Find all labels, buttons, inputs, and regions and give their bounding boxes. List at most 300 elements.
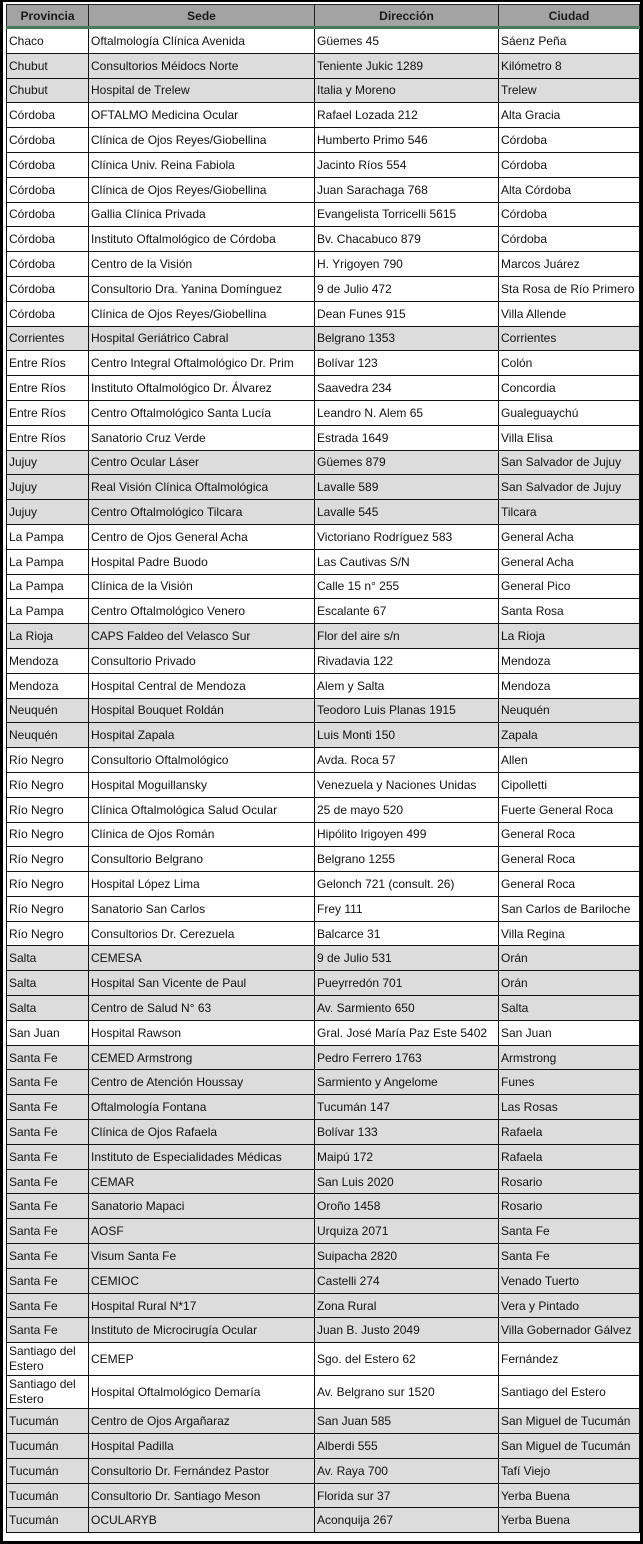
cell-direccion: Maipú 172 — [315, 1144, 499, 1169]
table-row — [7, 549, 640, 574]
table-row — [7, 1219, 640, 1244]
table-row — [7, 896, 640, 921]
cell-ciudad: Rosario — [499, 1194, 640, 1219]
cell-provincia: Salta — [7, 946, 89, 971]
cell-sede: Hospital San Vicente de Paul — [89, 971, 315, 996]
cell-provincia: La Pampa — [7, 524, 89, 549]
cell-direccion: Bolívar 133 — [315, 1120, 499, 1145]
cell-provincia: Santa Fe — [7, 1169, 89, 1194]
cell-provincia: Santa Fe — [7, 1095, 89, 1120]
table-row — [7, 872, 640, 897]
table-row — [7, 574, 640, 599]
cell-sede: Clínica de Ojos Reyes/Giobellina — [89, 301, 315, 326]
table-row — [7, 450, 640, 475]
cell-ciudad: Santa Fe — [499, 1244, 640, 1269]
table-row — [7, 301, 640, 326]
cell-sede: Gallia Clínica Privada — [89, 202, 315, 227]
cell-provincia: Córdoba — [7, 177, 89, 202]
cell-sede: Consultorio Privado — [89, 648, 315, 673]
cell-direccion: 9 de Julio 531 — [315, 946, 499, 971]
cell-ciudad: General Acha — [499, 524, 640, 549]
cell-ciudad: Orán — [499, 971, 640, 996]
table-row — [7, 400, 640, 425]
cell-provincia: Entre Ríos — [7, 425, 89, 450]
cell-ciudad: San Miguel de Tucumán — [499, 1409, 640, 1434]
cell-ciudad: Yerba Buena — [499, 1508, 640, 1533]
cell-sede: Clínica de Ojos Román — [89, 822, 315, 847]
cell-direccion: Venezuela y Naciones Unidas — [315, 772, 499, 797]
cell-ciudad: Marcos Juárez — [499, 252, 640, 277]
cell-ciudad: Salta — [499, 996, 640, 1021]
cell-ciudad: Mendoza — [499, 648, 640, 673]
cell-provincia: Santa Fe — [7, 1318, 89, 1343]
cell-sede: CEMEP — [89, 1343, 315, 1376]
column-header-provincia: Provincia — [7, 5, 89, 28]
cell-provincia: Córdoba — [7, 252, 89, 277]
cell-provincia: Santiago del Estero — [7, 1343, 89, 1376]
cell-provincia: Santa Fe — [7, 1219, 89, 1244]
cell-sede: CEMIOC — [89, 1268, 315, 1293]
cell-ciudad: Gualeguaychú — [499, 400, 640, 425]
table-row — [7, 202, 640, 227]
cell-ciudad: Córdoba — [499, 227, 640, 252]
table-row — [7, 1144, 640, 1169]
cell-provincia: Córdoba — [7, 202, 89, 227]
cell-ciudad: Vera y Pintado — [499, 1293, 640, 1318]
table-row — [7, 723, 640, 748]
cell-provincia: Santa Fe — [7, 1070, 89, 1095]
cell-sede: CEMED Armstrong — [89, 1045, 315, 1070]
cell-direccion: 9 de Julio 472 — [315, 276, 499, 301]
cell-provincia: Santa Fe — [7, 1268, 89, 1293]
cell-ciudad: General Roca — [499, 822, 640, 847]
cell-provincia: Santa Fe — [7, 1120, 89, 1145]
cell-ciudad: Neuquén — [499, 698, 640, 723]
cell-direccion: Rivadavia 122 — [315, 648, 499, 673]
cell-direccion: Bv. Chacabuco 879 — [315, 227, 499, 252]
cell-provincia: Río Negro — [7, 872, 89, 897]
table-row — [7, 648, 640, 673]
cell-provincia: Córdoba — [7, 103, 89, 128]
cell-sede: AOSF — [89, 1219, 315, 1244]
cell-ciudad: Rosario — [499, 1169, 640, 1194]
cell-ciudad: Yerba Buena — [499, 1483, 640, 1508]
cell-ciudad: Zapala — [499, 723, 640, 748]
cell-sede: Hospital Moguillansky — [89, 772, 315, 797]
cell-sede: Instituto de Especialidades Médicas — [89, 1144, 315, 1169]
cell-ciudad: Colón — [499, 351, 640, 376]
cell-provincia: Tucumán — [7, 1409, 89, 1434]
cell-sede: OCULARYB — [89, 1508, 315, 1533]
cell-sede: Consultorio Dr. Fernández Pastor — [89, 1458, 315, 1483]
cell-sede: CAPS Faldeo del Velasco Sur — [89, 624, 315, 649]
cell-sede: Centro Oftalmológico Venero — [89, 599, 315, 624]
cell-sede: Instituto Oftalmológico Dr. Álvarez — [89, 376, 315, 401]
cell-provincia: Salta — [7, 996, 89, 1021]
cell-direccion: Oroño 1458 — [315, 1194, 499, 1219]
cell-sede: Sanatorio San Carlos — [89, 896, 315, 921]
cell-ciudad: Córdoba — [499, 202, 640, 227]
cell-provincia: Neuquén — [7, 698, 89, 723]
table-row — [7, 971, 640, 996]
cell-provincia: Córdoba — [7, 152, 89, 177]
cell-ciudad: General Roca — [499, 872, 640, 897]
cell-direccion: H. Yrigoyen 790 — [315, 252, 499, 277]
cell-provincia: San Juan — [7, 1020, 89, 1045]
cell-direccion: Urquiza 2071 — [315, 1219, 499, 1244]
cell-provincia: La Pampa — [7, 549, 89, 574]
table-row — [7, 1293, 640, 1318]
table-row — [7, 475, 640, 500]
table-row — [7, 1169, 640, 1194]
cell-ciudad: Tilcara — [499, 500, 640, 525]
table-row — [7, 847, 640, 872]
table-row — [7, 276, 640, 301]
cell-direccion: Rafael Lozada 212 — [315, 103, 499, 128]
cell-ciudad: Santiago del Estero — [499, 1376, 640, 1409]
cell-direccion: Pedro Ferrero 1763 — [315, 1045, 499, 1070]
cell-ciudad: Corrientes — [499, 326, 640, 351]
table-row — [7, 599, 640, 624]
cell-ciudad: Tafí Viejo — [499, 1458, 640, 1483]
cell-sede: Clínica de Ojos Reyes/Giobellina — [89, 177, 315, 202]
column-header-ciudad: Ciudad — [499, 5, 640, 28]
cell-ciudad: Alta Córdoba — [499, 177, 640, 202]
cell-direccion: Av. Belgrano sur 1520 — [315, 1376, 499, 1409]
cell-sede: Instituto de Microcirugía Ocular — [89, 1318, 315, 1343]
cell-sede: Consultorio Dr. Santiago Meson — [89, 1483, 315, 1508]
cell-sede: Hospital Zapala — [89, 723, 315, 748]
table-row — [7, 1070, 640, 1095]
cell-sede: Oftalmología Clínica Avenida — [89, 28, 315, 54]
cell-direccion: Hipólito Irigoyen 499 — [315, 822, 499, 847]
cell-direccion: Alem y Salta — [315, 673, 499, 698]
cell-sede: CEMESA — [89, 946, 315, 971]
cell-ciudad: Las Rosas — [499, 1095, 640, 1120]
cell-provincia: Córdoba — [7, 276, 89, 301]
cell-provincia: Santiago del Estero — [7, 1376, 89, 1409]
cell-direccion: Dean Funes 915 — [315, 301, 499, 326]
cell-provincia: Río Negro — [7, 797, 89, 822]
table-row — [7, 624, 640, 649]
cell-direccion: Bolívar 123 — [315, 351, 499, 376]
cell-provincia: Entre Ríos — [7, 376, 89, 401]
cell-ciudad: San Carlos de Bariloche — [499, 896, 640, 921]
cell-sede: Oftalmología Fontana — [89, 1095, 315, 1120]
table-row — [7, 1045, 640, 1070]
cell-ciudad: Trelew — [499, 78, 640, 103]
cell-sede: Hospital Oftalmológico Demaría — [89, 1376, 315, 1409]
cell-direccion: Pueyrredón 701 — [315, 971, 499, 996]
cell-provincia: Santa Fe — [7, 1293, 89, 1318]
cell-direccion: Gral. José María Paz Este 5402 — [315, 1020, 499, 1045]
cell-sede: Centro de Ojos General Acha — [89, 524, 315, 549]
cell-sede: Consultorio Belgrano — [89, 847, 315, 872]
cell-direccion: Juan B. Justo 2049 — [315, 1318, 499, 1343]
cell-ciudad: General Acha — [499, 549, 640, 574]
cell-ciudad: Villa Gobernador Gálvez — [499, 1318, 640, 1343]
table-row — [7, 1508, 640, 1533]
cell-direccion: Juan Sarachaga 768 — [315, 177, 499, 202]
table-row — [7, 28, 640, 54]
cell-sede: Consultorios Dr. Cerezuela — [89, 921, 315, 946]
cell-direccion: Gelonch 721 (consult. 26) — [315, 872, 499, 897]
cell-ciudad: Concordia — [499, 376, 640, 401]
table-row — [7, 1434, 640, 1459]
cell-sede: Consultorios Méidocs Norte — [89, 53, 315, 78]
cell-sede: Centro de la Visión — [89, 252, 315, 277]
table-row — [7, 78, 640, 103]
cell-ciudad: Villa Regina — [499, 921, 640, 946]
cell-direccion: Belgrano 1353 — [315, 326, 499, 351]
cell-direccion: Victoriano Rodríguez 583 — [315, 524, 499, 549]
cell-ciudad: General Pico — [499, 574, 640, 599]
cell-direccion: Lavalle 589 — [315, 475, 499, 500]
cell-sede: Hospital Padre Buodo — [89, 549, 315, 574]
cell-provincia: Neuquén — [7, 723, 89, 748]
cell-direccion: Florida sur 37 — [315, 1483, 499, 1508]
cell-sede: Clínica de Ojos Rafaela — [89, 1120, 315, 1145]
table-row — [7, 1268, 640, 1293]
table-row — [7, 103, 640, 128]
cell-direccion: Teodoro Luis Planas 1915 — [315, 698, 499, 723]
cell-provincia: Chaco — [7, 28, 89, 54]
cell-sede: Centro de Salud N° 63 — [89, 996, 315, 1021]
cell-provincia: Entre Ríos — [7, 400, 89, 425]
cell-sede: Hospital Rawson — [89, 1020, 315, 1045]
cell-provincia: Jujuy — [7, 500, 89, 525]
cell-sede: Clínica Oftalmológica Salud Ocular — [89, 797, 315, 822]
cell-sede: Hospital de Trelew — [89, 78, 315, 103]
cell-ciudad: San Salvador de Jujuy — [499, 450, 640, 475]
table-row — [7, 996, 640, 1021]
cell-provincia: Salta — [7, 971, 89, 996]
cell-sede: Centro Ocular Láser — [89, 450, 315, 475]
cell-sede: Centro de Atención Houssay — [89, 1070, 315, 1095]
column-header-direccion: Dirección — [315, 5, 499, 28]
column-header-sede: Sede — [89, 5, 315, 28]
cell-direccion: Calle 15 n° 255 — [315, 574, 499, 599]
cell-provincia: Córdoba — [7, 227, 89, 252]
cell-direccion: Tucumán 147 — [315, 1095, 499, 1120]
cell-ciudad: Córdoba — [499, 152, 640, 177]
cell-provincia: La Pampa — [7, 574, 89, 599]
cell-sede: Consultorio Oftalmológico — [89, 748, 315, 773]
cell-ciudad: Armstrong — [499, 1045, 640, 1070]
cell-sede: Consultorio Dra. Yanina Domínguez — [89, 276, 315, 301]
table-row — [7, 1194, 640, 1219]
cell-ciudad: Kilómetro 8 — [499, 53, 640, 78]
table-row — [7, 376, 640, 401]
cell-ciudad: San Miguel de Tucumán — [499, 1434, 640, 1459]
table-row — [7, 1318, 640, 1343]
table-row — [7, 1120, 640, 1145]
cell-direccion: Av. Raya 700 — [315, 1458, 499, 1483]
cell-direccion: Jacinto Ríos 554 — [315, 152, 499, 177]
cell-provincia: Chubut — [7, 53, 89, 78]
cell-provincia: Río Negro — [7, 822, 89, 847]
cell-ciudad: Córdoba — [499, 128, 640, 153]
cell-ciudad: Mendoza — [499, 673, 640, 698]
cell-provincia: Tucumán — [7, 1434, 89, 1459]
cell-provincia: Río Negro — [7, 896, 89, 921]
cell-provincia: Jujuy — [7, 450, 89, 475]
cell-direccion: Teniente Jukic 1289 — [315, 53, 499, 78]
cell-direccion: Leandro N. Alem 65 — [315, 400, 499, 425]
cell-provincia: Santa Fe — [7, 1244, 89, 1269]
cell-sede: Hospital López Lima — [89, 872, 315, 897]
cell-direccion: San Juan 585 — [315, 1409, 499, 1434]
cell-provincia: La Rioja — [7, 624, 89, 649]
cell-sede: Sanatorio Mapaci — [89, 1194, 315, 1219]
cell-sede: Hospital Bouquet Roldán — [89, 698, 315, 723]
cell-direccion: San Luis 2020 — [315, 1169, 499, 1194]
cell-direccion: Suipacha 2820 — [315, 1244, 499, 1269]
cell-provincia: Tucumán — [7, 1483, 89, 1508]
table-row — [7, 673, 640, 698]
cell-provincia: Río Negro — [7, 921, 89, 946]
cell-provincia: Córdoba — [7, 128, 89, 153]
clinics-table — [6, 4, 640, 1533]
cell-provincia: Santa Fe — [7, 1045, 89, 1070]
table-row — [7, 524, 640, 549]
cell-ciudad: San Salvador de Jujuy — [499, 475, 640, 500]
cell-provincia: Río Negro — [7, 748, 89, 773]
cell-direccion: Balcarce 31 — [315, 921, 499, 946]
table-body — [7, 28, 640, 1533]
table-row — [7, 1095, 640, 1120]
cell-ciudad: Cipolletti — [499, 772, 640, 797]
cell-ciudad: Fernández — [499, 1343, 640, 1376]
table-row — [7, 946, 640, 971]
table-row — [7, 425, 640, 450]
cell-ciudad: Fuerte General Roca — [499, 797, 640, 822]
cell-sede: Hospital Central de Mendoza — [89, 673, 315, 698]
cell-direccion: Güemes 45 — [315, 28, 499, 54]
cell-ciudad: Funes — [499, 1070, 640, 1095]
table-row — [7, 152, 640, 177]
table-row — [7, 128, 640, 153]
cell-sede: CEMAR — [89, 1169, 315, 1194]
cell-ciudad: Sta Rosa de Río Primero — [499, 276, 640, 301]
table-row — [7, 53, 640, 78]
cell-direccion: Humberto Primo 546 — [315, 128, 499, 153]
cell-ciudad: Allen — [499, 748, 640, 773]
table-row — [7, 822, 640, 847]
cell-ciudad: Sáenz Peña — [499, 28, 640, 54]
cell-provincia: Entre Ríos — [7, 351, 89, 376]
cell-ciudad: Santa Rosa — [499, 599, 640, 624]
cell-sede: Centro de Ojos Argañaraz — [89, 1409, 315, 1434]
cell-direccion: Evangelista Torricelli 5615 — [315, 202, 499, 227]
cell-direccion: 25 de mayo 520 — [315, 797, 499, 822]
cell-ciudad: San Juan — [499, 1020, 640, 1045]
cell-direccion: Güemes 879 — [315, 450, 499, 475]
cell-provincia: La Pampa — [7, 599, 89, 624]
cell-direccion: Aconquija 267 — [315, 1508, 499, 1533]
cell-sede: Centro Oftalmológico Tilcara — [89, 500, 315, 525]
cell-ciudad: La Rioja — [499, 624, 640, 649]
cell-provincia: Tucumán — [7, 1508, 89, 1533]
cell-direccion: Castelli 274 — [315, 1268, 499, 1293]
table-row — [7, 1244, 640, 1269]
cell-ciudad: Rafaela — [499, 1144, 640, 1169]
table-row — [7, 1376, 640, 1409]
cell-provincia: Río Negro — [7, 772, 89, 797]
cell-direccion: Las Cautivas S/N — [315, 549, 499, 574]
cell-sede: Hospital Geriátrico Cabral — [89, 326, 315, 351]
cell-sede: Hospital Rural N*17 — [89, 1293, 315, 1318]
table-header-row — [7, 5, 640, 28]
cell-direccion: Saavedra 234 — [315, 376, 499, 401]
table-row — [7, 252, 640, 277]
cell-provincia: Mendoza — [7, 648, 89, 673]
table-row — [7, 326, 640, 351]
cell-sede: Sanatorio Cruz Verde — [89, 425, 315, 450]
cell-sede: Hospital Padilla — [89, 1434, 315, 1459]
table-row — [7, 1483, 640, 1508]
cell-sede: Clínica de Ojos Reyes/Giobellina — [89, 128, 315, 153]
table-row — [7, 921, 640, 946]
cell-provincia: Santa Fe — [7, 1194, 89, 1219]
cell-direccion: Avda. Roca 57 — [315, 748, 499, 773]
cell-provincia: Córdoba — [7, 301, 89, 326]
cell-ciudad: Santa Fe — [499, 1219, 640, 1244]
cell-provincia: Corrientes — [7, 326, 89, 351]
table-row — [7, 1409, 640, 1434]
cell-direccion: Sgo. del Estero 62 — [315, 1343, 499, 1376]
cell-direccion: Escalante 67 — [315, 599, 499, 624]
cell-direccion: Alberdi 555 — [315, 1434, 499, 1459]
table-row — [7, 772, 640, 797]
cell-ciudad: Villa Elisa — [499, 425, 640, 450]
table-row — [7, 227, 640, 252]
cell-direccion: Zona Rural — [315, 1293, 499, 1318]
cell-direccion: Estrada 1649 — [315, 425, 499, 450]
table-row — [7, 1020, 640, 1045]
cell-sede: OFTALMO Medicina Ocular — [89, 103, 315, 128]
cell-ciudad: Villa Allende — [499, 301, 640, 326]
cell-sede: Centro Oftalmológico Santa Lucía — [89, 400, 315, 425]
cell-sede: Centro Integral Oftalmológico Dr. Prim — [89, 351, 315, 376]
cell-provincia: Río Negro — [7, 847, 89, 872]
cell-ciudad: Rafaela — [499, 1120, 640, 1145]
table-row — [7, 797, 640, 822]
cell-provincia: Tucumán — [7, 1458, 89, 1483]
table-row — [7, 1458, 640, 1483]
cell-direccion: Flor del aire s/n — [315, 624, 499, 649]
cell-sede: Clínica Univ. Reina Fabiola — [89, 152, 315, 177]
table-row — [7, 698, 640, 723]
cell-provincia: Jujuy — [7, 475, 89, 500]
cell-ciudad: Venado Tuerto — [499, 1268, 640, 1293]
cell-ciudad: General Roca — [499, 847, 640, 872]
cell-direccion: Lavalle 545 — [315, 500, 499, 525]
cell-sede: Visum Santa Fe — [89, 1244, 315, 1269]
table-row — [7, 177, 640, 202]
cell-sede: Instituto Oftalmológico de Córdoba — [89, 227, 315, 252]
cell-provincia: Santa Fe — [7, 1144, 89, 1169]
cell-sede: Real Visión Clínica Oftalmológica — [89, 475, 315, 500]
cell-ciudad: Orán — [499, 946, 640, 971]
cell-direccion: Italia y Moreno — [315, 78, 499, 103]
cell-ciudad: Alta Gracia — [499, 103, 640, 128]
table-row — [7, 1343, 640, 1376]
table-row — [7, 500, 640, 525]
cell-direccion: Luis Monti 150 — [315, 723, 499, 748]
cell-direccion: Sarmiento y Angelome — [315, 1070, 499, 1095]
table-row — [7, 748, 640, 773]
